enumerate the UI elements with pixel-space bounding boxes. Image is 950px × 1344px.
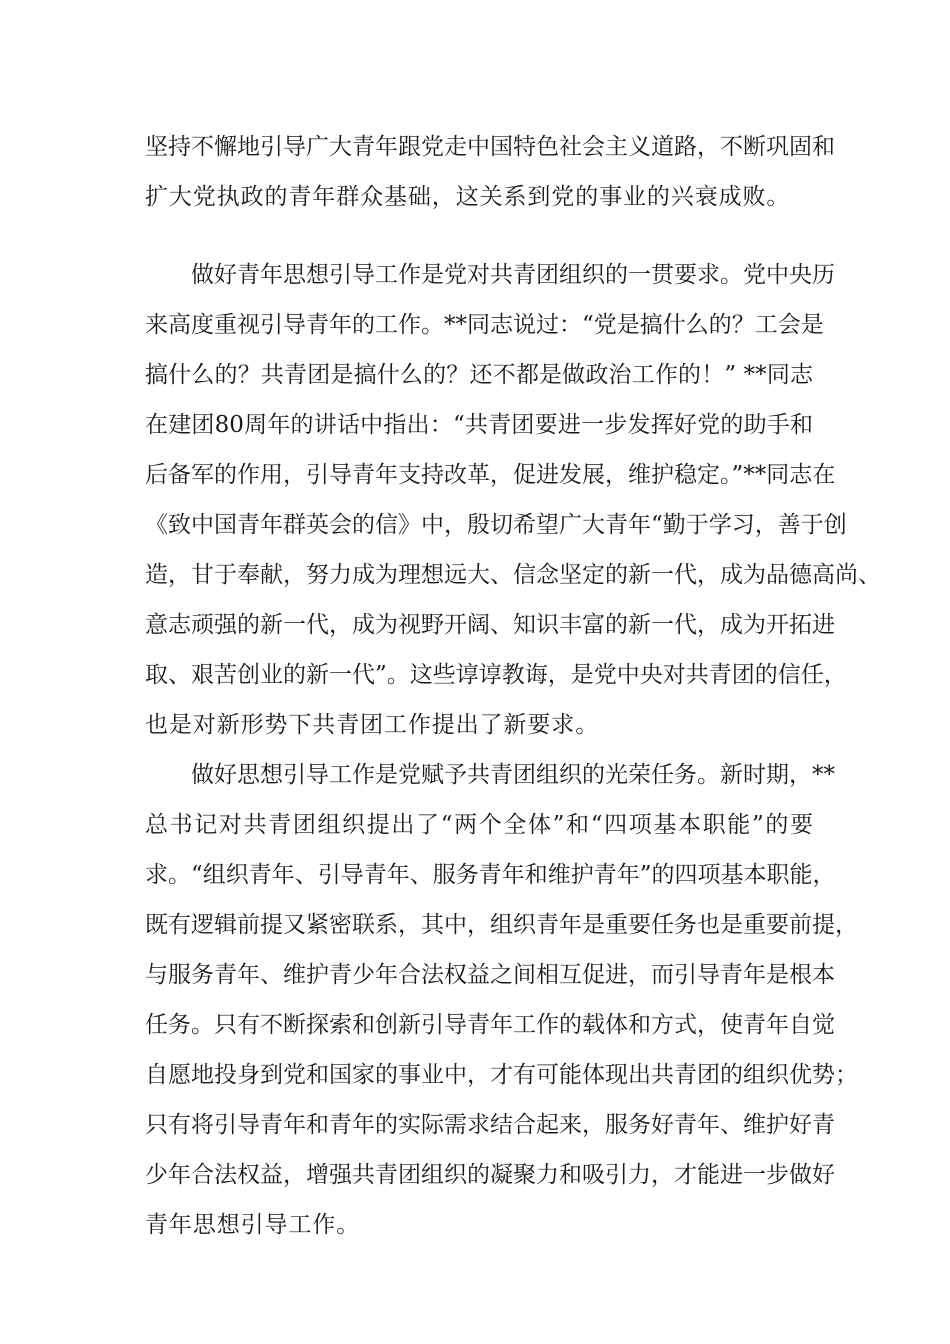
paragraph-1 xyxy=(145,122,835,222)
text-line: 自愿地投身到党和国家的事业中，才有可能体现出共青团的组织优势； xyxy=(145,1062,858,1088)
text-line: 意志顽强的新一代，成为视野开阔、知识丰富的新一代，成为开拓进 xyxy=(145,612,835,638)
text-line: 青年思想引导工作。 xyxy=(145,1212,361,1238)
text-line: 与服务青年、维护青少年合法权益之间相互促进，而引导青年是根本 xyxy=(145,962,835,988)
text-line: 也是对新形势下共青团工作提出了新要求。 xyxy=(145,712,600,738)
text-line: 做好青年思想引导工作是党对共青团组织的一贯要求。党中央历 xyxy=(191,262,835,288)
text-line: 既有逻辑前提又紧密联系，其中，组织青年是重要任务也是重要前提， xyxy=(145,912,858,938)
text-line: 做好思想引导工作是党赋予共青团组织的光荣任务。新时期，** xyxy=(191,762,835,788)
text-line: 任务。只有不断探索和创新引导青年工作的载体和方式，使青年自觉 xyxy=(145,1012,835,1038)
text-line: 少年合法权益，增强共青团组织的凝聚力和吸引力，才能进一步做好 xyxy=(145,1162,835,1188)
paragraph-2 xyxy=(145,250,881,750)
text-line: 取、艰苦创业的新一代”。这些谆谆教诲，是党中央对共青团的信任， xyxy=(145,662,847,688)
text-line: 总书记对共青团组织提出了“两个全体”和“四项基本职能”的要 xyxy=(145,812,813,838)
document-body xyxy=(145,122,881,1250)
text-line: 求。“组织青年、引导青年、服务青年和维护青年”的四项基本职能， xyxy=(145,862,836,888)
text-line: 后备军的作用，引导青年支持改革，促进发展，维护稳定。”**同志在 xyxy=(145,462,836,488)
text-line: 扩大党执政的青年群众基础，这关系到党的事业的兴衰成败。 xyxy=(145,184,791,210)
text-line: 来高度重视引导青年的工作。**同志说过：“党是搞什么的？工会是 xyxy=(145,312,824,338)
paragraph-3 xyxy=(145,750,858,1250)
text-line: 在建团80周年的讲话中指出：“共青团要进一步发挥好党的助手和 xyxy=(145,412,813,438)
text-line: 搞什么的？共青团是搞什么的？还不都是做政治工作的！” **同志 xyxy=(145,362,813,388)
text-line: 只有将引导青年和青年的实际需求结合起来，服务好青年、维护好青 xyxy=(145,1112,835,1138)
text-line: 《致中国青年群英会的信》中，殷切希望广大青年“勤于学习，善于创 xyxy=(145,512,847,538)
text-line: 坚持不懈地引导广大青年跟党走中国特色社会主义道路，不断巩固和 xyxy=(145,134,835,160)
text-line: 造，甘于奉献，努力成为理想远大、信念坚定的新一代，成为品德高尚、 xyxy=(145,562,881,588)
